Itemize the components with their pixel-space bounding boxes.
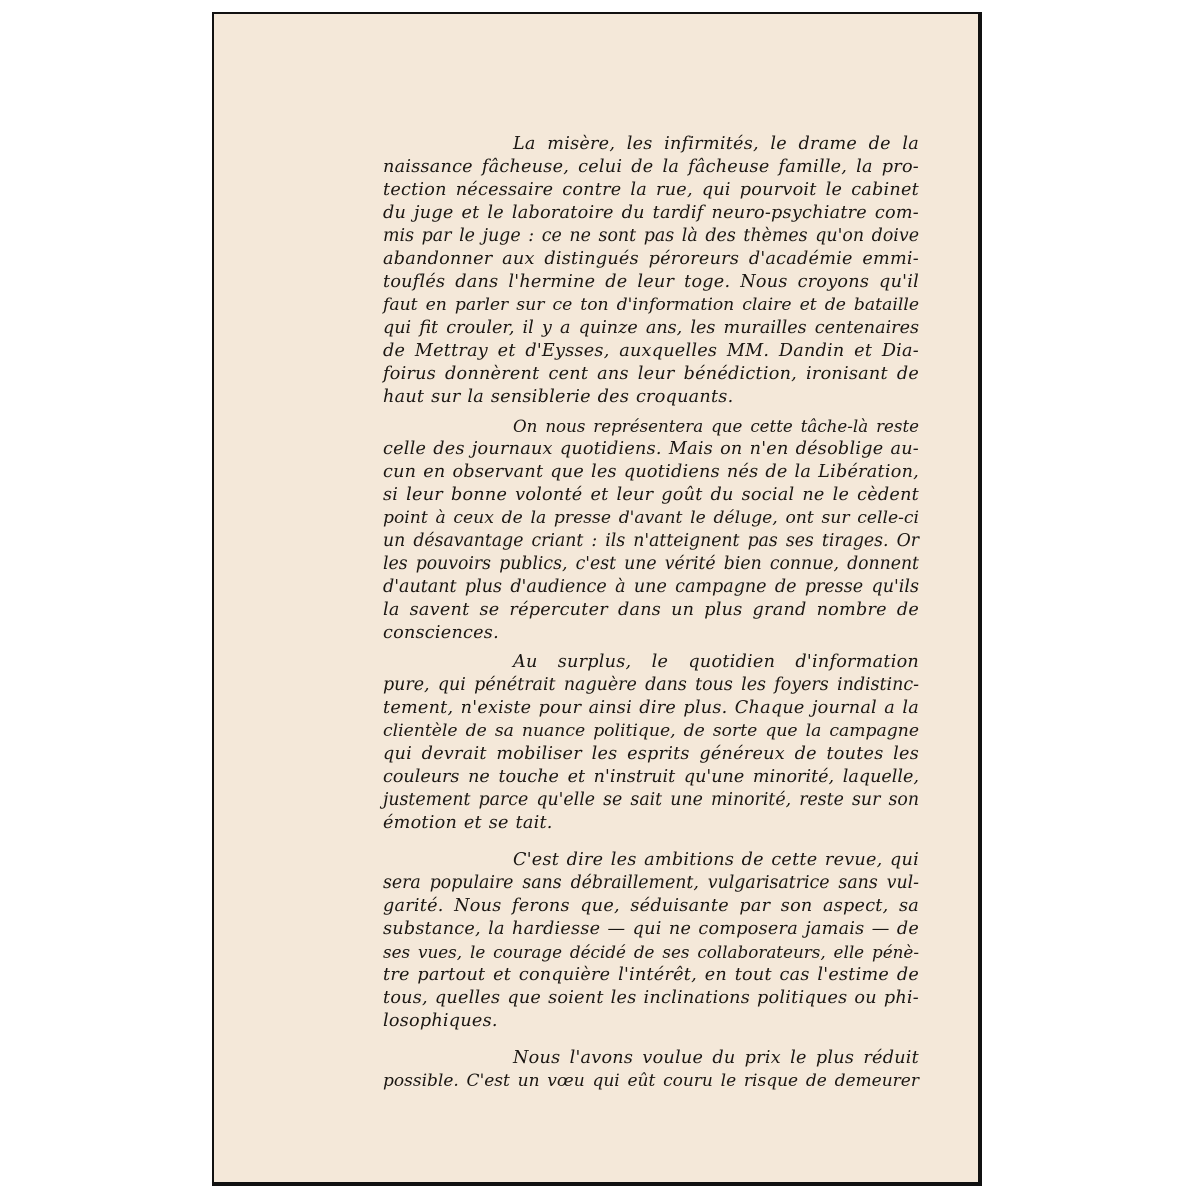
text-line: cun en observant que les quotidiens nés de la Libération, xyxy=(383,462,919,482)
paragraph-2 xyxy=(383,415,919,645)
text-line: garité. Nous ferons que, séduisante par son aspect, sa xyxy=(383,896,919,916)
text-line: foirus donnèrent cent ans leur bénédiction, ironisant de xyxy=(383,364,919,384)
paragraph-gap xyxy=(383,1033,919,1047)
text-line: losophiques. xyxy=(383,1011,498,1031)
text-line: tre partout et conquière l'intérêt, en tout cas l'estime de xyxy=(383,965,919,985)
text-line: émotion et se tait. xyxy=(383,813,553,833)
text-line: la savent se répercuter dans un plus grand nombre de xyxy=(383,600,919,620)
text-line: Nous l'avons voulue du prix le plus réduit xyxy=(513,1048,919,1068)
body-text xyxy=(383,133,919,1093)
text-line: les pouvoirs publics, c'est une vérité bien connue, donnent xyxy=(383,554,919,574)
text-line: qui fit crouler, il y a quinze ans, les murailles centenaires xyxy=(383,318,919,338)
text-line: justement parce qu'elle se sait une minorité, reste sur son xyxy=(383,790,919,810)
text-line: clientèle de sa nuance politique, de sorte que la campagne xyxy=(383,721,919,741)
text-line: consciences. xyxy=(383,623,499,643)
text-line: tection nécessaire contre la rue, qui pourvoit le cabinet xyxy=(383,180,919,200)
text-line: celle des journaux quotidiens. Mais on n'en désoblige au- xyxy=(383,439,919,459)
text-line: un désavantage criant : ils n'atteignent pas ses tirages. Or xyxy=(383,531,919,551)
text-line: naissance fâcheuse, celui de la fâcheuse famille, la pro- xyxy=(383,157,919,177)
text-line: tement, n'existe pour ainsi dire plus. Chaque journal a la xyxy=(383,698,919,718)
text-line: Au surplus, le quotidien d'information xyxy=(513,652,919,672)
paragraph-3 xyxy=(383,651,919,835)
text-line: ses vues, le courage décidé de ses collaborateurs, elle pénè- xyxy=(383,942,919,962)
text-line: tous, quelles que soient les inclinations politiques ou phi- xyxy=(383,988,919,1008)
text-line: On nous représentera que cette tâche-là reste xyxy=(513,417,919,436)
text-line: pure, qui pénétrait naguère dans tous les foyers indistinc- xyxy=(383,675,919,695)
text-line: couleurs ne touche et n'instruit qu'une minorité, laquelle, xyxy=(383,767,919,787)
text-line: faut en parler sur ce ton d'information claire et de bataille xyxy=(383,295,919,315)
text-line: sera populaire sans débraillement, vulgarisatrice sans vul- xyxy=(383,873,919,893)
text-line: substance, la hardiesse — qui ne composera jamais — de xyxy=(383,919,919,939)
text-line: haut sur la sensiblerie des croquants. xyxy=(383,387,734,407)
text-line: si leur bonne volonté et leur goût du social ne le cèdent xyxy=(383,485,919,505)
text-line: de Mettray et d'Eysses, auxquelles MM. Dandin et Dia- xyxy=(383,341,919,361)
text-line: mis par le juge : ce ne sont pas là des thèmes qu'on doive xyxy=(383,226,919,246)
paragraph-4 xyxy=(383,849,919,1033)
text-line: touflés dans l'hermine de leur toge. Nous croyons qu'il xyxy=(383,272,919,292)
document-page xyxy=(212,12,982,1186)
text-line: possible. C'est un vœu qui eût couru le risque de demeurer xyxy=(383,1071,919,1091)
text-line: d'autant plus d'audience à une campagne de presse qu'ils xyxy=(383,577,919,597)
text-line: point à ceux de la presse d'avant le déluge, ont sur celle-ci xyxy=(383,508,919,528)
paragraph-gap xyxy=(383,835,919,849)
text-line: du juge et le laboratoire du tardif neuro-psychiatre com- xyxy=(383,203,919,223)
text-line: C'est dire les ambitions de cette revue, qui xyxy=(513,850,919,870)
text-line: qui devrait mobiliser les esprits généreux de toutes les xyxy=(383,744,919,764)
paragraph-5 xyxy=(383,1047,919,1093)
text-line: La misère, les infirmités, le drame de la xyxy=(513,134,919,154)
paragraph-1 xyxy=(383,133,919,409)
text-line: abandonner aux distingués péroreurs d'académie emmi- xyxy=(383,249,919,269)
